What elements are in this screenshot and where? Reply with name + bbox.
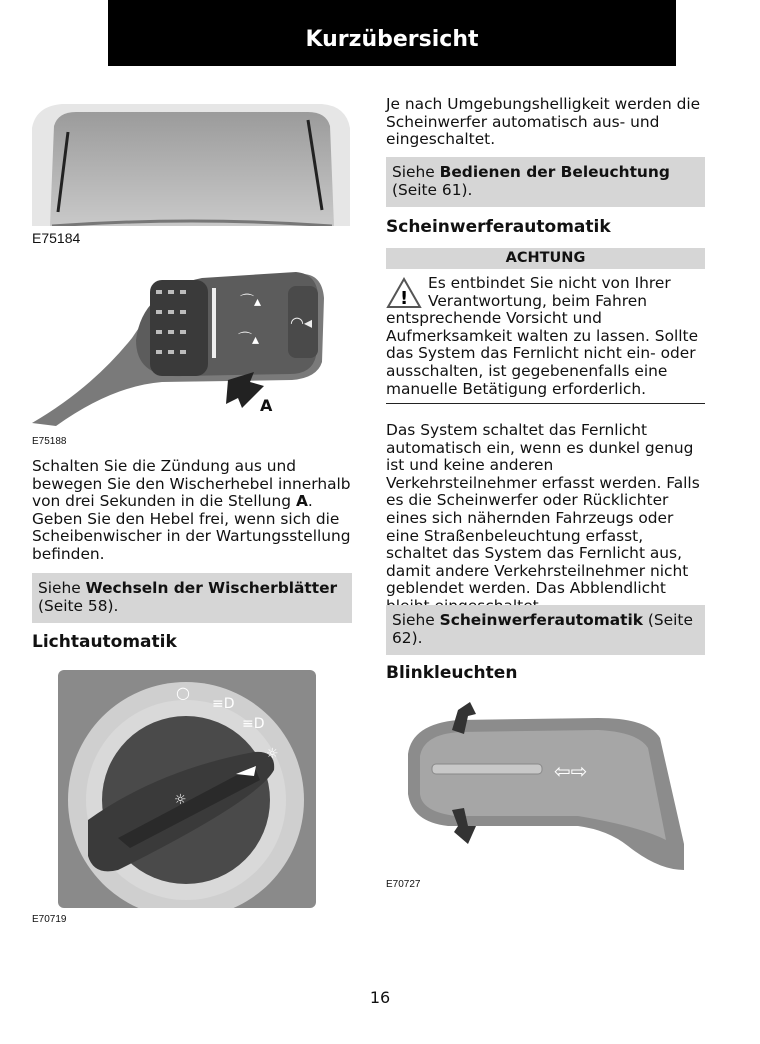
warning-text-block [386, 275, 705, 398]
warning-triangle-icon [386, 277, 422, 309]
svg-text:☼: ☼ [266, 746, 279, 762]
wiper-lever-figure [32, 258, 352, 428]
left-paragraph: Schalten Sie die Zündung aus und bewegen Sie den Wischerhebel innerhalb von drei Sekunden in die Stellung A. Geben Sie den Hebel frei, wenn sich die Scheibenwischer in der Wartungsstellung befinden. [32, 457, 351, 563]
reference-link[interactable]: Wechseln der Wischerblätter [85, 579, 338, 597]
svg-text:⌒▴: ⌒▴ [238, 332, 260, 348]
warning-divider [386, 403, 705, 404]
page-header [0, 0, 760, 66]
svg-text:☼: ☼ [174, 792, 187, 808]
figure-code: E75188 [32, 436, 67, 447]
header-title: Kurzübersicht [108, 0, 676, 66]
right-paragraph: Das System schaltet das Fernlicht automatisch ein, wenn es dunkel genug ist und keine anderen Verkehrsteilnehmer erfasst werden. Falls es die Scheinwerfer oder Rücklichter eines sich nähernden Fahrzeugs oder eine Straßenbeleuchtung erfasst, schaltet das System das Fernlicht aus, damit andere Verkehrsteilnehmer nicht geblendet werden. Das Abblendlicht [386, 421, 700, 598]
svg-text:≡D: ≡D [212, 696, 235, 712]
reference-box: Siehe Wechseln der Wischerblätter (Seite 58). [32, 573, 352, 623]
warning-text: Es entbindet Sie nicht von Ihrer Verantwortung, beim Fahren entsprechende Vorsicht und Aufmerksamkeit walten zu lassen. Sollte das System das Fernlicht nicht ein- oder ausschalten, ist gegebenenfalls eine manuelle Betätigung erforderlich. [386, 274, 699, 398]
section-heading: Blinkleuchten [386, 663, 518, 683]
callout-a: A [260, 396, 273, 415]
figure-code: E75184 [32, 230, 81, 246]
figure-code: E70727 [386, 879, 421, 890]
section-heading: Scheinwerferautomatik [386, 217, 611, 237]
reference-link[interactable]: Scheinwerferautomatik [439, 611, 644, 629]
warning-title: ACHTUNG [386, 248, 705, 269]
indicator-lever-figure [398, 694, 684, 874]
reference-box: Siehe Scheinwerferautomatik (Seite 62). [386, 605, 705, 655]
svg-text:!: ! [400, 288, 409, 309]
page-number: 16 [369, 988, 391, 1007]
right-intro: Je nach Umgebungshelligkeit werden die Scheinwerfer automatisch aus- und eingeschaltet. [386, 95, 701, 149]
reference-link[interactable]: Bedienen der Beleuchtung [439, 163, 670, 181]
figure-code: E70719 [32, 914, 67, 925]
svg-text:≡D: ≡D [242, 716, 265, 732]
section-heading: Lichtautomatik [32, 632, 177, 652]
svg-text:⇦⇨: ⇦⇨ [554, 759, 588, 783]
warning-box [386, 248, 705, 404]
wiper-rest-figure [32, 98, 350, 226]
svg-text:⌒▴: ⌒▴ [240, 294, 262, 310]
light-switch-figure [58, 670, 316, 908]
reference-box: Siehe Bedienen der Beleuchtung (Seite 61). [386, 157, 705, 207]
svg-text:○: ○ [176, 683, 190, 702]
svg-text:◠◂: ◠◂ [290, 313, 312, 332]
position-a: A [295, 492, 308, 511]
